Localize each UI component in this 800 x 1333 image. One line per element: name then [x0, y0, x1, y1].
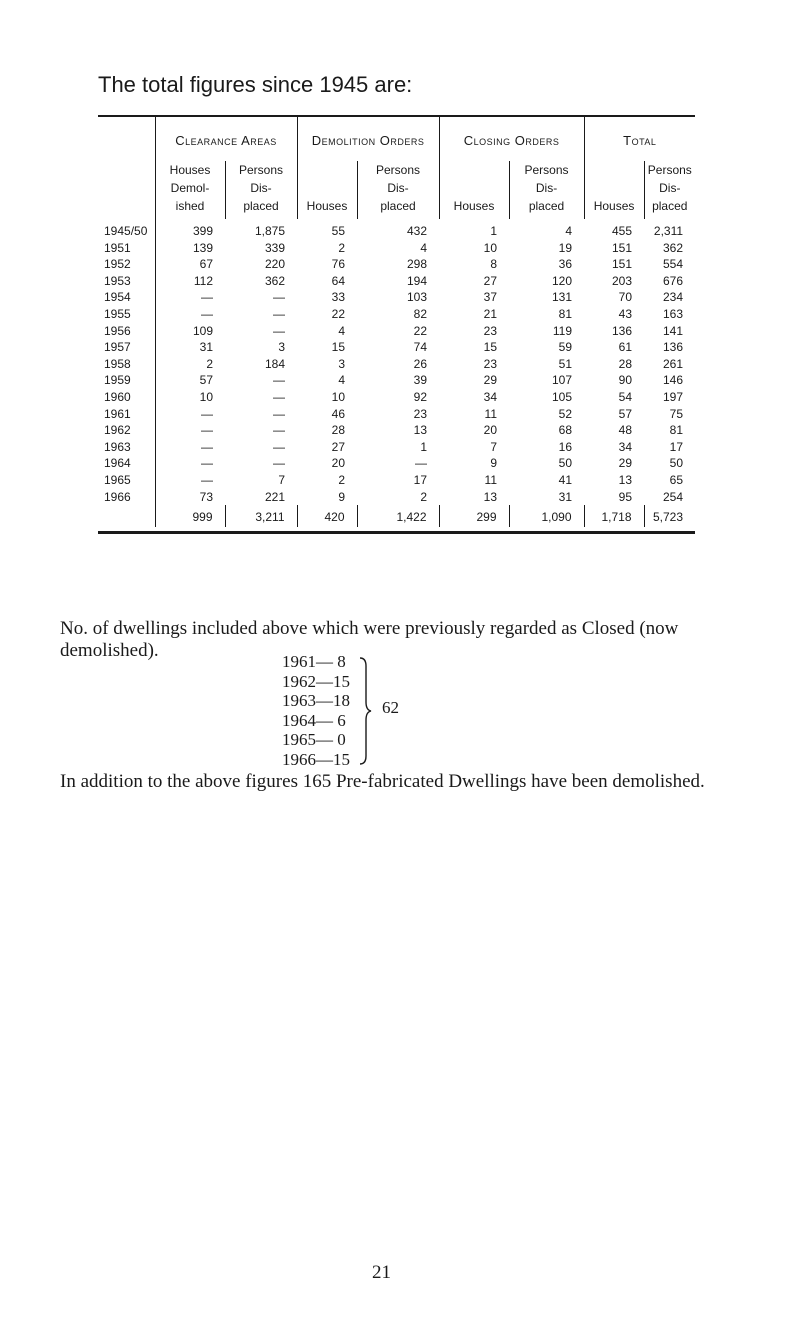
table-cell: 70 — [618, 290, 633, 305]
table-cell: 34 — [483, 389, 498, 404]
table-cell: — — [415, 456, 428, 471]
table-cell: 23 — [483, 323, 498, 338]
table-cell: 81 — [558, 306, 573, 321]
closed-dwellings-list — [282, 652, 350, 770]
table-cell: 136 — [612, 323, 633, 338]
table-row — [98, 372, 695, 389]
table-cell: 95 — [618, 489, 633, 504]
page-number: 21 — [372, 1262, 391, 1283]
row-year: 1966 — [104, 489, 131, 504]
table-cell: 339 — [264, 240, 286, 255]
table-cell: 9 — [338, 489, 346, 504]
table-cell: 234 — [663, 290, 684, 305]
row-year: 1954 — [104, 290, 131, 305]
sub-header-line: Persons — [647, 163, 692, 177]
table-cell: — — [273, 373, 286, 388]
table-cell: 27 — [331, 439, 346, 454]
closed-list-item: 1966—15 — [282, 749, 350, 769]
table-cell: 1 — [490, 224, 498, 238]
sub-header-cell — [509, 161, 584, 219]
table-cell: 163 — [663, 306, 684, 321]
total-cell: 3,211 — [225, 505, 297, 527]
table-cell: 17 — [413, 472, 428, 487]
table-cell: 10 — [331, 389, 346, 404]
table-cell: 92 — [413, 389, 428, 404]
group-header: Total — [584, 117, 695, 161]
sub-header-cell — [439, 161, 509, 219]
table-cell: — — [273, 290, 286, 305]
table-cell: 261 — [663, 356, 684, 371]
table-cell: 74 — [413, 340, 428, 355]
row-year: 1961 — [104, 406, 131, 421]
row-year: 1956 — [104, 323, 131, 338]
table-cell: 112 — [155, 273, 225, 290]
table-row — [98, 356, 695, 373]
table-row — [98, 306, 695, 323]
table-cell: 57 — [618, 406, 633, 421]
row-year: 1957 — [104, 340, 131, 355]
totals-label — [98, 505, 155, 527]
table-cell: 64 — [331, 273, 346, 288]
table-cell: 31 — [155, 339, 225, 356]
sub-header-line: placed — [380, 199, 416, 213]
table-cell: 8 — [490, 257, 498, 272]
closed-total: 62 — [382, 698, 399, 717]
row-year: 1953 — [104, 273, 131, 288]
table-cell: 33 — [331, 290, 346, 305]
sub-header-line: Houses — [306, 199, 348, 213]
figures-table — [98, 117, 695, 527]
table-cell: 27 — [483, 273, 498, 288]
closed-list-item: 1962—15 — [282, 671, 350, 691]
table-row — [98, 422, 695, 439]
table-cell: — — [155, 439, 225, 456]
table-body — [98, 219, 695, 527]
table-cell: — — [155, 422, 225, 439]
table-cell: 28 — [331, 423, 346, 438]
table-cell: 2 — [338, 472, 346, 487]
sub-header-line: Persons — [376, 163, 421, 177]
table-cell: 220 — [264, 257, 286, 272]
closed-list-item: 1963—18 — [282, 691, 350, 711]
sub-header-line: Demol- — [170, 181, 210, 195]
table-cell: — — [273, 423, 286, 438]
table-cell: 61 — [618, 340, 633, 355]
table-cell: 13 — [413, 423, 428, 438]
sub-header-row — [98, 161, 695, 219]
table-cell: — — [273, 456, 286, 471]
table-cell: 362 — [264, 273, 286, 288]
row-year: 1963 — [104, 439, 131, 454]
right-brace-icon — [358, 656, 372, 766]
group-header-row — [98, 117, 695, 161]
table-cell: 7 — [490, 439, 498, 454]
group-header: Clearance Areas — [155, 117, 297, 161]
table-cell: 31 — [558, 489, 573, 504]
table-cell: 10 — [483, 240, 498, 255]
table-cell: 146 — [663, 373, 684, 388]
table-cell: 37 — [483, 290, 498, 305]
table-row — [98, 323, 695, 340]
table-cell: 73 — [155, 489, 225, 506]
sub-header-line: Houses — [169, 163, 211, 177]
table-cell: 11 — [484, 406, 498, 421]
sub-header-cell — [584, 161, 644, 219]
sub-header-cell — [155, 161, 225, 219]
table-row — [98, 389, 695, 406]
row-year: 1962 — [104, 423, 131, 438]
table-cell: 4 — [420, 240, 428, 255]
row-year: 1964 — [104, 456, 131, 471]
table-cell: — — [273, 323, 286, 338]
table-cell: 81 — [669, 423, 684, 438]
table-cell: — — [155, 289, 225, 306]
table-row — [98, 339, 695, 356]
table-cell: 82 — [413, 306, 428, 321]
row-year: 1951 — [104, 240, 131, 255]
table-cell: 3 — [338, 356, 346, 371]
table-cell: 2 — [155, 356, 225, 373]
closed-list-item: 1965— 0 — [282, 730, 346, 750]
table-cell: — — [155, 306, 225, 323]
sub-header-cell — [297, 161, 357, 219]
table-cell: 20 — [483, 423, 498, 438]
table-row — [98, 289, 695, 306]
table-cell: 65 — [669, 472, 684, 487]
table-cell: 20 — [331, 456, 346, 471]
table-cell: 455 — [612, 224, 633, 238]
row-year: 1945/50 — [104, 224, 148, 238]
table-cell: 55 — [331, 224, 346, 238]
table-row — [98, 256, 695, 273]
table-cell: 399 — [155, 219, 225, 240]
row-year: 1958 — [104, 356, 131, 371]
table-cell: 2,311 — [653, 224, 684, 238]
table-cell: 151 — [612, 257, 633, 272]
table-cell: 15 — [483, 340, 498, 355]
closed-list-item: 1964— 6 — [282, 710, 346, 730]
total-cell: 420 — [297, 505, 357, 527]
table-cell: 362 — [663, 240, 684, 255]
table-cell: 141 — [663, 323, 684, 338]
table-cell: 136 — [663, 340, 684, 355]
table-cell: 4 — [338, 373, 346, 388]
table-cell: 254 — [663, 489, 684, 504]
table-cell: 3 — [278, 340, 286, 355]
table-cell: 554 — [663, 257, 684, 272]
table-cell: 21 — [483, 306, 498, 321]
table-cell: — — [273, 306, 286, 321]
closed-dwellings-paragraph: No. of dwellings included above which were previously regarded as Closed (now demolished). — [60, 618, 679, 661]
table-cell: 54 — [618, 389, 633, 404]
table-cell: 432 — [406, 224, 428, 238]
sub-header-line: placed — [243, 199, 279, 213]
sub-header-line: ished — [175, 199, 205, 213]
sub-header-line: Dis- — [659, 181, 681, 195]
table-cell: 36 — [558, 257, 573, 272]
table-cell: 103 — [406, 290, 428, 305]
row-year: 1955 — [104, 306, 131, 321]
table-cell: 19 — [558, 240, 573, 255]
total-cell: 1,090 — [509, 505, 584, 527]
table-cell: 184 — [264, 356, 286, 371]
table-cell: 203 — [612, 273, 633, 288]
sub-header-cell — [644, 161, 695, 219]
table-bottom-rule — [98, 531, 695, 534]
table-cell: 151 — [612, 240, 633, 255]
total-cell: 299 — [439, 505, 509, 527]
table-row — [98, 489, 695, 506]
table-cell: 2 — [420, 489, 428, 504]
group-header: Closing Orders — [439, 117, 584, 161]
table-cell: — — [273, 439, 286, 454]
intro-text: The total figures since 1945 are: — [98, 72, 413, 97]
sub-header-line: Dis- — [535, 181, 558, 195]
table-cell: 4 — [338, 323, 346, 338]
table-cell: 23 — [483, 356, 498, 371]
table-cell: 120 — [552, 273, 573, 288]
table-cell: 105 — [552, 389, 573, 404]
table-cell: — — [155, 455, 225, 472]
table-row — [98, 439, 695, 456]
table-cell: 34 — [618, 439, 633, 454]
table-cell: 46 — [331, 406, 346, 421]
table-cell: 11 — [484, 472, 498, 487]
table-cell: 76 — [331, 257, 346, 272]
table-cell: 48 — [618, 423, 633, 438]
table-cell: — — [155, 406, 225, 423]
table-cell: 50 — [558, 456, 573, 471]
table-cell: 131 — [552, 290, 573, 305]
table-row — [98, 273, 695, 290]
table-row — [98, 406, 695, 423]
table-cell: 2 — [338, 240, 346, 255]
table-row — [98, 472, 695, 489]
table-cell: 90 — [618, 373, 633, 388]
table-cell: 22 — [413, 323, 428, 338]
table-cell: 4 — [565, 224, 573, 238]
table-cell: 16 — [558, 439, 573, 454]
table-cell: 15 — [331, 340, 346, 355]
table-cell: 197 — [663, 389, 684, 404]
table-cell: 57 — [155, 372, 225, 389]
sub-header-line: Dis- — [250, 181, 272, 195]
table-row — [98, 219, 695, 240]
table-cell: 109 — [155, 323, 225, 340]
table-cell: 13 — [483, 489, 498, 504]
total-cell: 1,718 — [584, 505, 644, 527]
table-cell: — — [273, 406, 286, 421]
group-header: Demolition Orders — [297, 117, 439, 161]
table-cell: 7 — [278, 472, 286, 487]
row-year: 1960 — [104, 389, 131, 404]
table-cell: 676 — [663, 273, 684, 288]
table-cell: 9 — [490, 456, 498, 471]
totals-row — [98, 505, 695, 527]
table-cell: 298 — [406, 257, 428, 272]
sub-header-line: Houses — [593, 199, 635, 213]
row-year: 1959 — [104, 373, 131, 388]
table-cell: 194 — [406, 273, 428, 288]
total-cell: 5,723 — [644, 505, 695, 527]
table-cell: 1,875 — [254, 224, 286, 238]
total-cell: 999 — [155, 505, 225, 527]
sub-header-line: Persons — [238, 163, 284, 177]
table-cell: 221 — [264, 489, 286, 504]
table-row — [98, 455, 695, 472]
sub-header-line: Persons — [524, 163, 569, 177]
table-cell: 50 — [669, 456, 684, 471]
table-cell: 41 — [558, 472, 573, 487]
table-cell: — — [155, 472, 225, 489]
table-cell: 75 — [669, 406, 684, 421]
closed-list-item: 1961— 8 — [282, 652, 346, 671]
table-cell: 10 — [155, 389, 225, 406]
table-cell: 51 — [558, 356, 573, 371]
table-cell: 29 — [618, 456, 633, 471]
table-cell: 28 — [618, 356, 633, 371]
row-year: 1965 — [104, 472, 131, 487]
table-cell: 23 — [413, 406, 428, 421]
table-row — [98, 240, 695, 257]
table-cell: 39 — [413, 373, 428, 388]
sub-header-line: placed — [652, 199, 688, 213]
sub-header-line: placed — [528, 199, 565, 213]
table-cell: 1 — [420, 439, 428, 454]
table-cell: — — [273, 389, 286, 404]
sub-header-line: Dis- — [387, 181, 409, 195]
table-cell: 26 — [413, 356, 428, 371]
sub-header-cell — [357, 161, 439, 219]
table-cell: 17 — [669, 439, 684, 454]
table-cell: 139 — [155, 240, 225, 257]
table-cell: 107 — [552, 373, 573, 388]
sub-header-line: Houses — [453, 199, 495, 213]
row-year: 1952 — [104, 257, 131, 272]
table-cell: 68 — [558, 423, 573, 438]
table-cell: 22 — [331, 306, 346, 321]
table-cell: 119 — [552, 323, 573, 338]
clearance-table — [98, 115, 695, 534]
table-cell: 13 — [618, 472, 633, 487]
table-cell: 59 — [558, 340, 573, 355]
table-cell: 29 — [483, 373, 498, 388]
total-cell: 1,422 — [357, 505, 439, 527]
sub-header-cell — [225, 161, 297, 219]
prefab-paragraph: In addition to the above figures 165 Pre-fabricated Dwellings have been demolished. — [60, 771, 705, 792]
table-cell: 43 — [618, 306, 633, 321]
table-cell: 67 — [155, 256, 225, 273]
table-cell: 52 — [558, 406, 573, 421]
